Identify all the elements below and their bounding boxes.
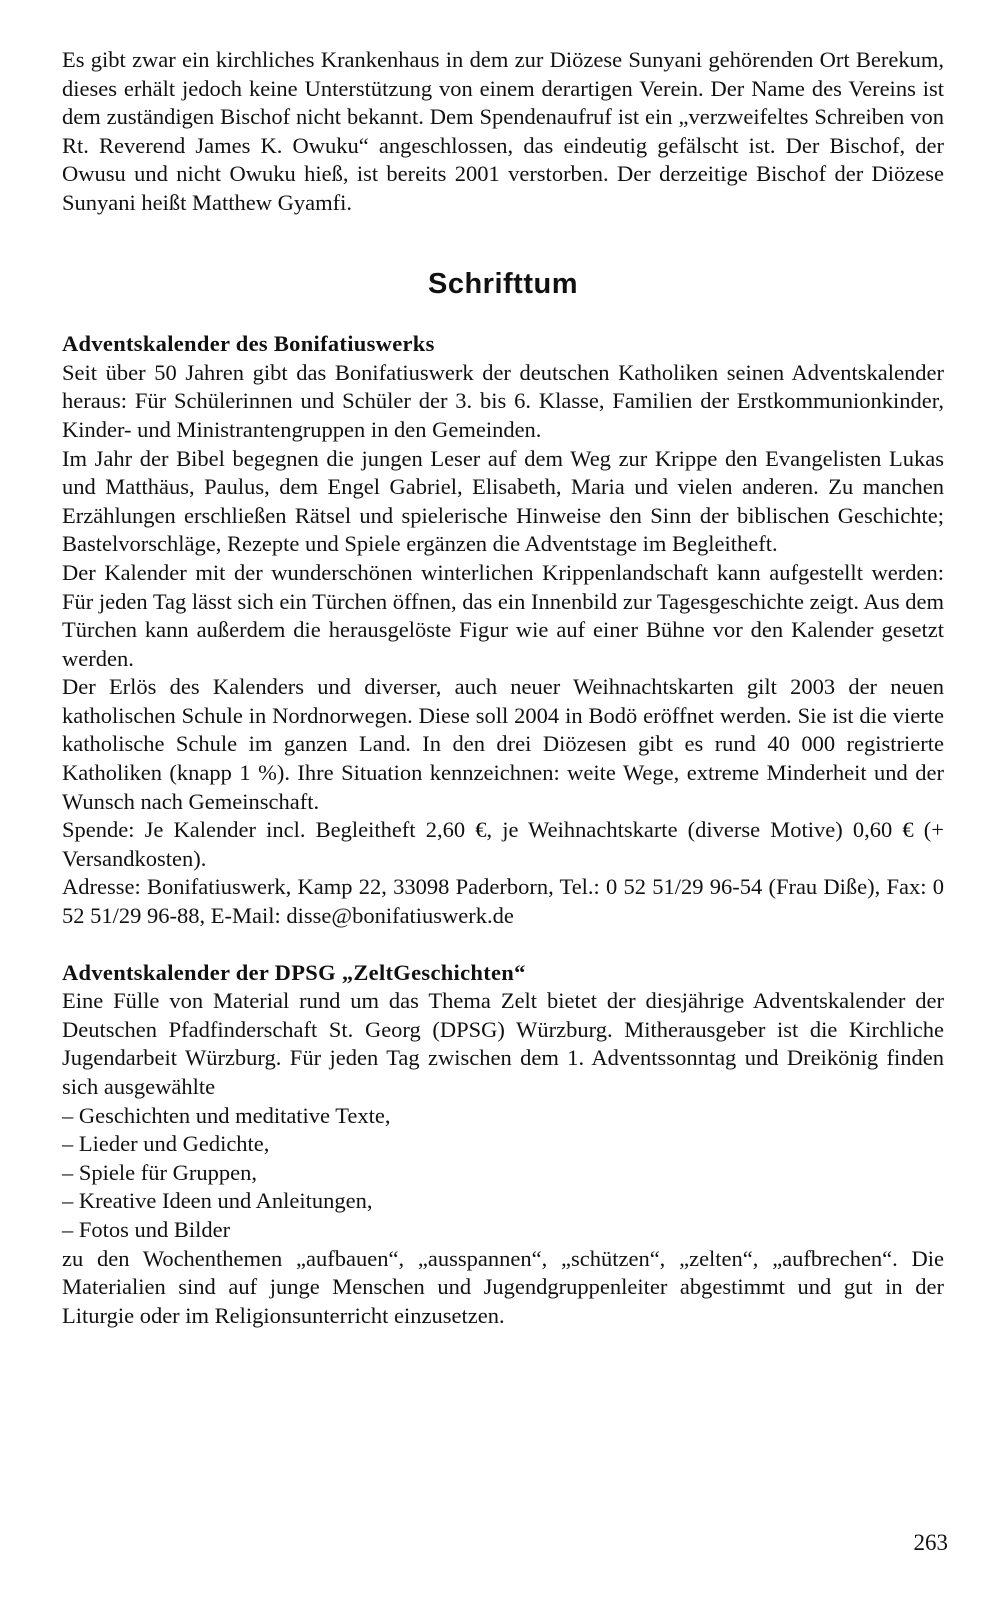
article-title: Adventskalender der DPSG „ZeltGeschichten“ [62,959,526,985]
page-number: 263 [913,1530,948,1555]
article-paragraph: Der Erlös des Kalenders und diverser, auch neuer Weihnachtskarten gilt 2003 der neuen katholischen Schule in Nordnorwegen. Diese soll 2004 in Bodö eröffnet werden. Sie ist die vierte katholische Schule im ganzen Land. In den drei Diözesen gibt es rund 40 000 registrierte Katholiken (knapp 1 %). Ihre Situation kennzeichnen: weite Wege, extreme Minderheit und der Wunsch nach Gemeinschaft. [62,674,944,814]
material-list [62,1102,944,1245]
article-spacer [62,931,944,959]
page-content [62,46,944,1330]
article-paragraph: Der Kalender mit der wunderschönen winterlichen Krippenlandschaft kann aufgestellt werden: Für jeden Tag lässt sich ein Türchen öffnen, das ein Innenbild zur Tagesgeschichte zeigt. Aus dem Türchen kann außerdem die herausgelöste Figur wie auf einer Bühne vor den Kalender gesetzt werden. [62,559,944,671]
list-item: – Lieder und Gedichte, [62,1131,270,1157]
article-paragraph: Eine Fülle von Material rund um das Thema Zelt bietet der diesjährige Adventskalender der Deutschen Pfadfinderschaft St. Georg (DPSG) Würzburg. Mitherausgeber ist die Kirchliche Jugendarbeit Würzburg. Für jeden Tag zwischen dem 1. Adventssonntag und Dreikönig finden sich ausgewählte [62,988,944,1099]
article-dpsg [62,959,944,1331]
article-paragraph: Im Jahr der Bibel begegnen die jungen Leser auf dem Weg zur Krippe den Evangelisten Lukas und Matthäus, Paulus, dem Engel Gabriel, Elisabeth, Maria und vielen anderen. Zu manchen Erzählungen erschließen Rätsel und spielerische Hinweise den Sinn der biblischen Geschichte; Bastelvorschläge, Rezepte und Spiele ergänzen die Adventstage im Begleitheft. [62,445,944,557]
article-title: Adventskalender des Bonifatiuswerks [62,331,435,357]
list-item: – Kreative Ideen und Anleitungen, [62,1188,373,1214]
article-paragraph: zu den Wochenthemen „aufbauen“, „ausspannen“, „schützen“, „zelten“, „aufbrechen“. Die Materialien sind auf junge Menschen und Jugendgruppenleiter abgestimmt und gut in der Liturgie oder im Religionsunterricht einzusetzen. [62,1245,944,1328]
list-item: – Fotos und Bilder [62,1216,231,1242]
donation-paragraph: Spende: Je Kalender incl. Begleitheft 2,60 €, je Weihnachtskarte (diverse Motive) 0,60 € (+ Versandkosten). [62,817,944,871]
list-item: – Spiele für Gruppen, [62,1159,257,1185]
intro-paragraph: Es gibt zwar ein kirchliches Krankenhaus in dem zur Diözese Sunyani gehörenden Ort Berekum, dieses erhält jedoch keine Unterstützung von einem derartigen Verein. Der Name des Vereins ist dem zuständigen Bischof nicht bekannt. Dem Spendenaufruf ist ein „verzweifeltes Schreiben von Rt. Reverend James K. Owuku“ angeschlossen, das eindeutig gefälscht ist. Der Bischof, der Owusu und nicht Owuku hieß, ist bereits 2001 verstorben. Der derzeitige Bischof der Diözese Sunyani heißt Matthew Gyamfi. [62,47,944,215]
article-paragraph: Seit über 50 Jahren gibt das Bonifatiuswerk der deutschen Katholiken seinen Adventskalender heraus: Für Schülerinnen und Schüler der 3. bis 6. Klasse, Familien der Erstkommunionkinder, Kinder- und Ministrantengruppen in den Gemeinden. [62,359,944,442]
article-bonifatiuswerk [62,330,944,930]
list-item: – Geschichten und meditative Texte, [62,1102,391,1128]
address-paragraph: Adresse: Bonifatiuswerk, Kamp 22, 33098 Paderborn, Tel.: 0 52 51/29 96-54 (Frau Diße), Fax: 0 52 51/29 96-88, E-Mail: disse@bonifatiuswerk.de [62,874,944,929]
section-title: Schrifttum [428,267,578,300]
